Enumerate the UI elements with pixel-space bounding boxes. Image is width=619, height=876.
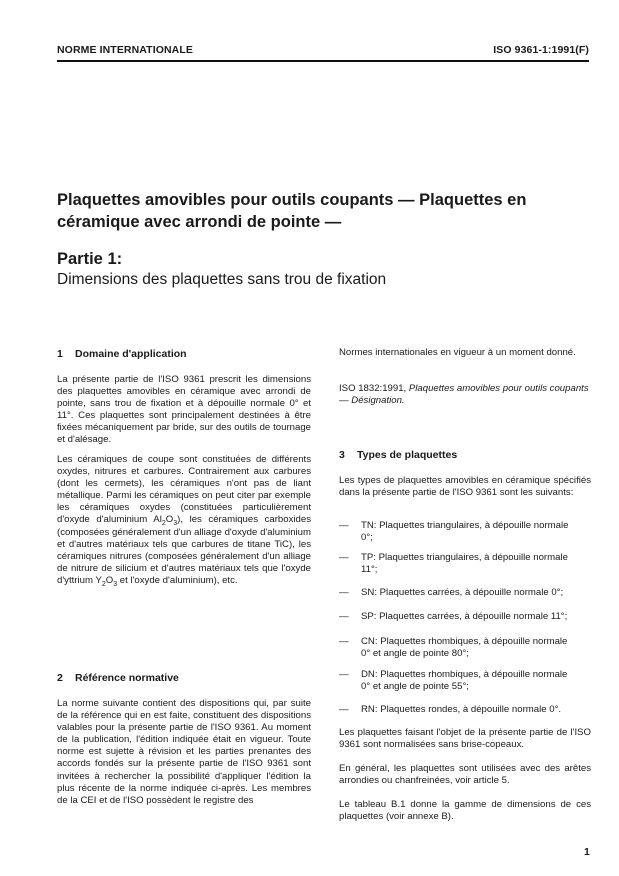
section-1-heading — [57, 348, 187, 360]
section-3-number: 3 — [339, 449, 345, 461]
list-item-line-1: CN: Plaquettes rhombiques, à dépouille normale — [361, 636, 568, 647]
part-title: Dimensions des plaquettes sans trou de fixation — [57, 271, 387, 288]
section-3-intro: Les types de plaquettes amovibles en céramique spécifiés dans la présente partie de l'ISO 9361 sont les suivants: — [339, 475, 591, 499]
section-1-paragraph-2: Les céramiques de coupe sont constituées de différents oxydes, nitrures et carbures. Contrairement aux carbures (dont les cermets), les céramiques n'ont pas de liant métallique. Parmi les céramiques on peut citer par exemple les céramiques oxydes (constituées particulièrement d'oxyde d'aluminium $Al_2O_3$), les céramiques carboxides (composées généralement d'un alliage d'oxyde d'aluminium et d'autres matériaux tels que carbures de titane TiC), les céramiques nitrures (composées généralement d'un alliage de nitrure de silicium et d'autres matériaux tels que l'oxyde d'yttrium $Y_2O_3$ et l'oxyde d'aluminium), etc. — [57, 454, 311, 588]
section-2-paragraph-continued: Normes internationales en vigueur à un moment donné. — [339, 347, 576, 358]
list-item-text — [361, 669, 591, 693]
list-item-line-1: TP: Plaquettes triangulaires, à dépouille normale — [361, 552, 568, 563]
list-item-line-2: 11°; — [361, 564, 378, 576]
section-3-heading — [339, 449, 457, 461]
list-dash: — — [339, 669, 349, 680]
list-dash: — — [339, 611, 349, 622]
list-item-line-1: SN: Plaquettes carrées, à dépouille normale 0°; — [361, 587, 564, 598]
list-item-line-1: DN: Plaquettes rhombiques, à dépouille normale — [361, 669, 568, 680]
list-dash: — — [339, 552, 349, 563]
list-item-text — [361, 520, 591, 544]
section-3-paragraph-2: Les plaquettes faisant l'objet de la présente partie de l'ISO 9361 sont normalisées sans brise-copeaux. — [339, 727, 591, 751]
list-dash: — — [339, 636, 349, 647]
section-2-heading — [57, 672, 179, 684]
list-item-line-2: 0° et angle de pointe 55°; — [361, 681, 469, 693]
section-1-title: Domaine d'application — [75, 348, 187, 360]
document-title — [57, 189, 577, 233]
list-item-line-1: RN: Plaquettes rondes, à dépouille normale 0°. — [361, 704, 562, 715]
list-item-text — [361, 704, 591, 716]
part-number: Partie 1: — [57, 250, 123, 268]
section-2-number: 2 — [57, 672, 63, 684]
reference-title: Plaquettes amovibles pour outils coupants — Désignation. — [339, 383, 589, 407]
list-item-text — [361, 611, 591, 623]
section-3-title: Types de plaquettes — [357, 449, 458, 461]
section-2-paragraph-1: La norme suivante contient des dispositions qui, par suite de la référence qui en est faite, constituent des dispositions valables pour la présente partie de l'ISO 9361. Au moment de la publication, l'édition indiquée était en vigueur. Toute norme est sujette à révision et les parties prenantes des accords fondés sur la présente partie de l'ISO 9361 sont invitées à rechercher la possibilité d'appliquer l'édition la plus récente de la norme indiquée ci-après. Les membres de la CEI et de l'ISO possèdent le registre des — [57, 698, 311, 806]
list-item-line-2: 0° et angle de pointe 80°; — [361, 648, 469, 660]
page-number: 1 — [584, 846, 590, 858]
section-3-paragraph-3: En général, les plaquettes sont utilisées avec des arêtes arrondies ou chanfreinées, voir article 5. — [339, 763, 591, 787]
section-2-title: Référence normative — [75, 672, 179, 684]
list-item-line-2: 0°; — [361, 532, 373, 544]
title-line-1: Plaquettes amovibles pour outils coupants — Plaquettes en — [57, 191, 527, 209]
title-line-2: céramique avec arrondi de pointe — — [57, 213, 342, 231]
section-1-number: 1 — [57, 348, 63, 360]
standard-type: NORME INTERNATIONALE — [57, 44, 193, 56]
list-item-line-1: SP: Plaquettes carrées, à dépouille normale 11°; — [361, 611, 568, 622]
list-item-text — [361, 636, 591, 660]
reference-number: ISO 1832:1991, — [339, 383, 407, 394]
section-3-paragraph-4: Le tableau B.1 donne la gamme de dimensions de ces plaquettes (voir annexe B). — [339, 799, 591, 823]
list-item-line-1: TN: Plaquettes triangulaires, à dépouille normale — [361, 520, 569, 531]
list-dash: — — [339, 520, 349, 531]
header-rule — [57, 60, 589, 62]
list-item-text — [361, 552, 591, 576]
list-dash: — — [339, 704, 349, 715]
list-item-text — [361, 587, 591, 599]
normative-reference — [339, 383, 591, 407]
section-1-paragraph-1: La présente partie de l'ISO 9361 prescrit les dimensions des plaquettes amovibles en céramique avec arrondi de pointe, sans trou de fixation et à dépouille normale 0° et 11°. Ces plaquettes sont principalement destinées à être fixées mécaniquement par bride, sur des outils de tournage et d'alésage. — [57, 374, 311, 446]
list-dash: — — [339, 587, 349, 598]
standard-reference: ISO 9361-1:1991(F) — [493, 44, 589, 56]
